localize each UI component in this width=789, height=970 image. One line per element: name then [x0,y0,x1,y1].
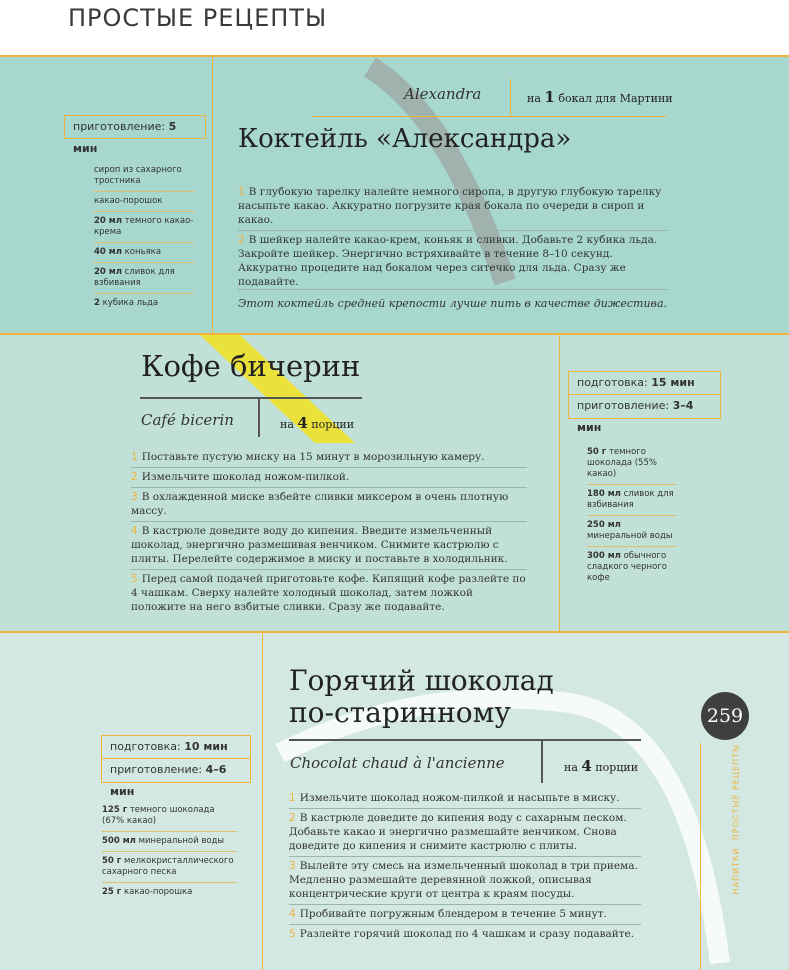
steps-list [289,789,641,944]
step-item: 3 Вылейте эту смесь на измельченный шоколад в три приема. Медленно размешайте деревянной ложкой, описывая концентрические круги от центра к краям посуды. [289,857,641,905]
step-item: 2 В кастрюле доведите до кипения воду с сахарным песком. Добавьте какао и энергично размешайте венчиком. Снова доведите до кипения и снимите кастрюлю с плиты. [289,809,641,857]
ingredient-item: 50 г мелкокристаллического сахарного песка [102,852,237,883]
divider-short [510,79,511,117]
title-underline [140,397,362,399]
step-item: 4 В кастрюле доведите воду до кипения. Введите измельченный шоколад, энергично размешивая венчиком. Снимите кастрюлю с плиты. Перелейте содержимое в миску и поставьте в холодильник. [131,522,527,570]
ingredient-item: 20 мл темного какао-крема [94,212,194,243]
recipe-bicerin-section [0,333,789,633]
ingredient-item: сироп из сахарного тростника [94,161,194,192]
divider-short [258,397,260,437]
prep-time-box: приготовление: 5 мин [64,115,206,139]
divider-vertical [559,335,560,633]
ingredients-list [102,801,237,902]
recipe-title: Горячий шоколад по-старинному [289,664,554,729]
step-item: 1 В глубокую тарелку налейте немного сиропа, в другую глубокую тарелку насыпьте какао. Аккуратно погрузите края бокала по очереди в сироп и какао. [238,183,668,231]
servings: на 4 порции [280,414,355,432]
cook-time-box: приготовление: 3–4 мин [568,395,721,419]
prep-time-box: подготовка: 10 мин [101,735,251,759]
ingredient-item: 125 г темного шоколада (67% какао) [102,801,237,832]
servings: на 1 бокал для Мартини [527,88,673,106]
step-item: 1 Поставьте пустую миску на 15 минут в морозильную камеру. [131,448,527,468]
original-name: Chocolat chaud à l'ancienne [290,754,505,772]
ingredient-item: 50 г темного шоколада (55% какао) [587,443,677,485]
divider-vertical [262,633,263,970]
divider-note [238,289,668,290]
recipe-title: Кофе бичерин [141,349,361,383]
step-item: 2 Измельчите шоколад ножом-пилкой. [131,468,527,488]
step-item: 2 В шейкер налейте какао-крем, коньяк и сливки. Добавьте 2 кубика льда. Закройте шейкер. Энергично встряхивайте в течение 8–10 секунд. Аккуратно процедите над бокалом через ситечко для льда. Сразу же подавайте. [238,234,658,288]
divider-side [700,743,701,970]
divider-vertical [212,57,213,335]
divider-short [541,739,543,783]
prep-time-box: подготовка: 15 мин [568,371,721,395]
steps-list [131,448,527,617]
recipe-alexandra-section [0,55,789,335]
recipe-title: Коктейль «Александра» [238,124,572,154]
servings: на 4 порции [564,757,639,775]
step-item: 3 В охлажденной миске взбейте сливки миксером в очень плотную массу. [131,488,527,522]
ingredient-item: 25 г какао-порошка [102,887,193,897]
original-name: Alexandra [404,85,482,103]
chapter-side-label: НАПИТКИ: ПРОСТЫЕ РЕЦЕПТЫ [731,743,741,895]
book-section-title: ПРОСТЫЕ РЕЦЕПТЫ [68,4,328,32]
serving-note: Этот коктейль средней крепости лучше пить в качестве дижестива. [238,297,668,310]
ingredient-item: какао-порошок [94,192,194,212]
ingredient-item: 500 мл минеральной воды [102,832,237,852]
page-number: 259 [701,692,749,740]
title-underline [289,739,641,741]
ingredient-item: 2 кубика льда [94,298,159,308]
ingredient-item: 180 мл сливок для взбивания [587,485,677,516]
step-item: 5 Перед самой подачей приготовьте кофе. Кипящий кофе разлейте по 4 чашкам. Сверху налейте холодный шоколад, затем ложкой положите на него взбитые сливки. Сразу же подавайте. [131,573,526,613]
ingredient-item: 20 мл сливок для взбивания [94,263,194,294]
step-item: 4 Пробивайте погружным блендером в течение 5 минут. [289,905,641,925]
ingredients-list [587,443,677,588]
cook-time-box: приготовление: 4–6 мин [101,759,251,783]
step-item: 1 Измельчите шоколад ножом-пилкой и насыпьте в миску. [289,789,641,809]
steps-list [238,183,668,292]
ingredient-item: 250 мл минеральной воды [587,516,677,547]
ingredient-item: 40 мл коньяка [94,243,194,263]
original-name: Café bicerin [141,411,234,429]
step-item: 5 Разлейте горячий шоколад по 4 чашкам и сразу подавайте. [289,928,635,940]
ingredient-item: 300 мл обычного сладкого черного кофе [587,551,667,583]
divider-horizontal [312,116,667,117]
recipe-hot-chocolate-section [0,631,789,970]
ingredients-list [94,161,194,313]
